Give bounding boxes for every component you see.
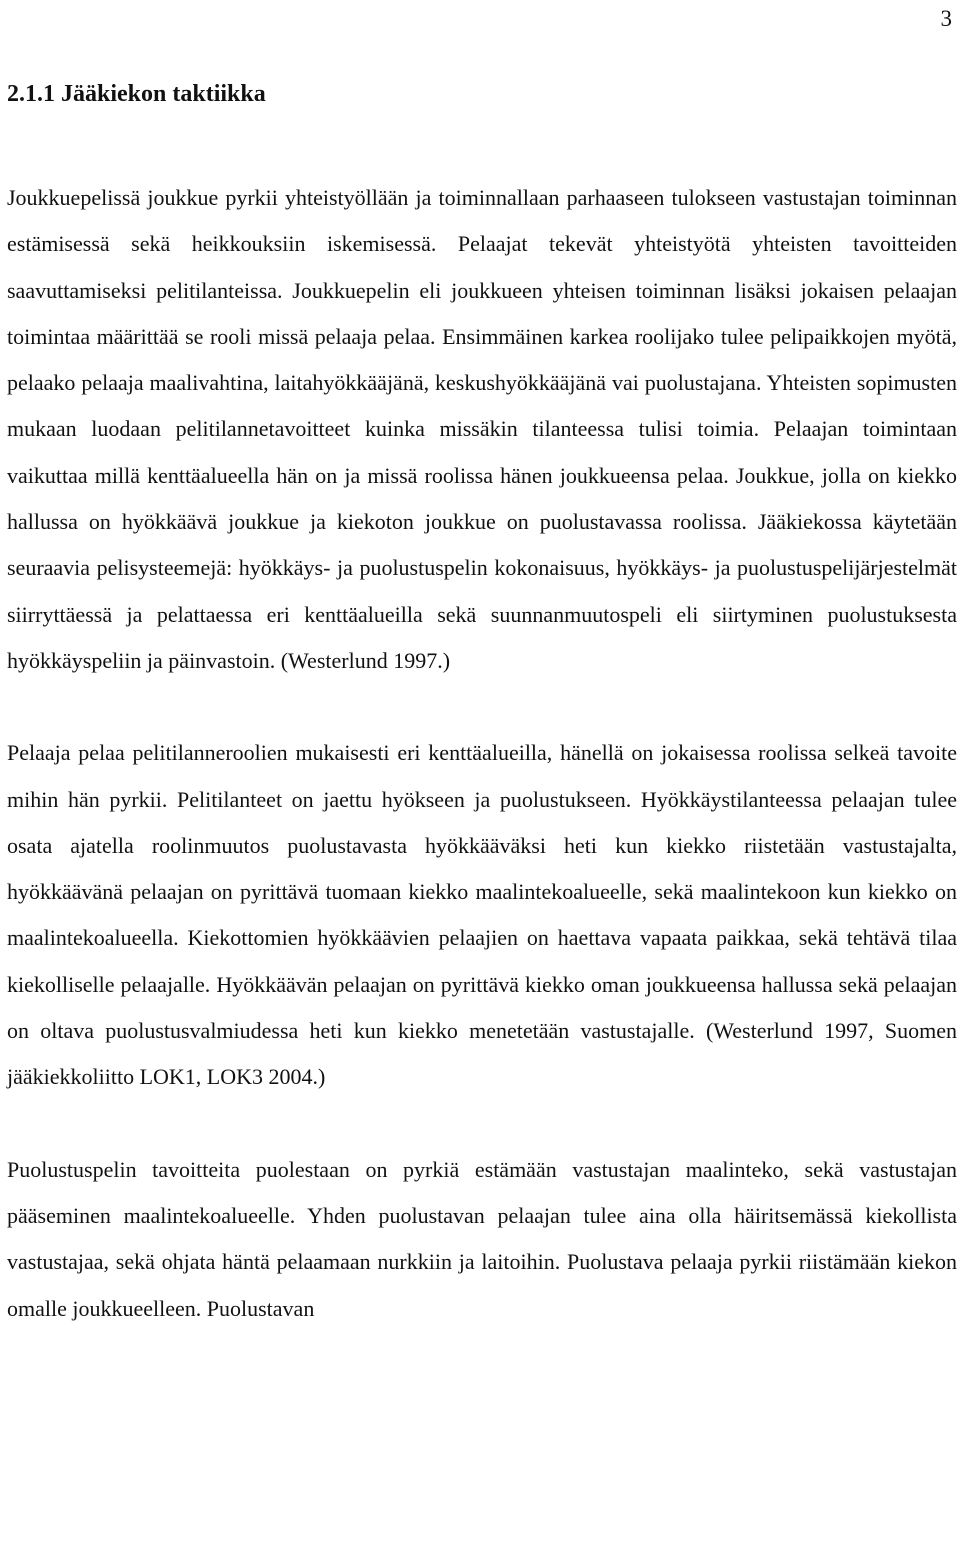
paragraph-tactics-intro: Joukkuepelissä joukkue pyrkii yhteistyöllään ja toiminnallaan parhaaseen tulokseen vastustajan toiminnan estämisessä sekä heikkouksiin iskemisessä. Pelaajat tekevät yhteistyötä yhteisten tavoitteiden saavuttamiseksi pelitilanteissa. Joukkuepelin eli joukkueen yhteisen toiminnan lisäksi jokaisen pelaajan toimintaa määrittää se rooli missä pelaaja pelaa. Ensimmäinen karkea roolijako tulee pelipaikkojen myötä, pelaako pelaaja maalivahtina, laitahyökkääjänä, keskushyökkääjänä vai puolustajana. Yhteisten sopimusten mukaan luodaan pelitilannetavoitteet kuinka missäkin tilanteessa tulisi toimia. Pelaajan toimintaan vaikuttaa millä kenttäalueella hän on ja missä roolissa hänen joukkueensa pelaa. Joukkue, jolla on kiekko hallussa on hyökkäävä joukkue ja kiekoton joukkue on puolustavassa roolissa. Jääkiekossa käytetään seuraavia pelisysteemejä: hyökkäys- ja puolustuspelin kokonaisuus, hyökkäys- ja puolustuspelijärjestelmät siirryttäessä ja pelattaessa eri kenttäalueilla sekä suunnanmuutospeli eli siirtyminen puolustuksesta hyökkäyspeliin ja päinvastoin. (Westerlund 1997.) [7, 185, 957, 673]
body-text [7, 175, 957, 1332]
paragraph-player-roles: Pelaaja pelaa pelitilanneroolien mukaisesti eri kenttäalueilla, hänellä on jokaisessa roolissa selkeä tavoite mihin hän pyrkii. Pelitilanteet on jaettu hyökseen ja puolustukseen. Hyökkäystilanteessa pelaajan tulee osata ajatella roolinmuutos puolustavasta hyökkääväksi heti kun kiekko riistetään vastustajalta, hyökkäävänä pelaajan on pyrittävä tuomaan kiekko maalintekoalueelle, sekä maalintekoon kun kiekko on maalintekoalueella. Kiekottomien hyökkäävien pelaajien on haettava vapaata paikkaa, sekä tehtävä tilaa kiekolliselle pelaajalle. Hyökkäävän pelaajan on pyrittävä kiekko oman joukkueensa hallussa sekä pelaajan on oltava puolustusvalmiudessa heti kun kiekko menetetään vastustajalle. (Westerlund 1997, Suomen jääkiekkoliitto LOK1, LOK3 2004.) [7, 740, 957, 1090]
page-number: 3 [940, 6, 952, 31]
section-heading: 2.1.1 Jääkiekon taktiikka [7, 81, 266, 107]
paragraph-defense-goals: Puolustuspelin tavoitteita puolestaan on pyrkiä estämään vastustajan maalinteko, sekä vastustajan pääseminen maalintekoalueelle. Yhden puolustavan pelaajan tulee aina olla häiritsemässä kiekollista vastustajaa, sekä ohjata häntä pelaamaan nurkkiin ja laitoihin. Puolustava pelaaja pyrkii riistämään kiekon omalle joukkueelleen. Puolustavan [7, 1156, 957, 1321]
